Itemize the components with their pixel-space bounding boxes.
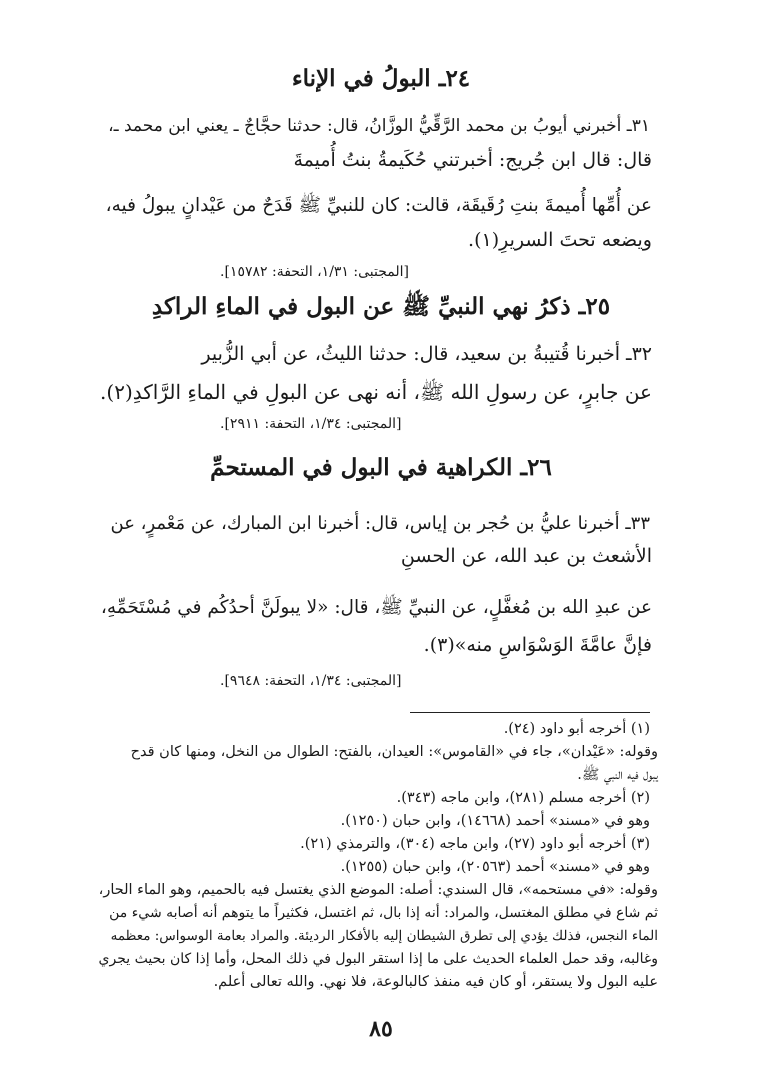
hadith-31-reference-row [100, 262, 660, 282]
hadith-31-line-2: قال: قال ابن جُريج: أخبرتني حُكَيمةُ بنتُ أُميمةَ [293, 149, 652, 171]
footnote-line: (٢) أخرجه مسلم (٢٨١)، وابن ماجه (٣٤٣). [396, 790, 650, 806]
hadith-32-line-2: عن جابرٍ، عن رسولِ الله ﷺ، أنه نهى عن البولِ في الماءِ الرَّاكدِ(٢). [100, 380, 652, 404]
hadith-33-line-4: فإنَّ عامَّةَ الوَسْوَاسِ منه»(٣). [423, 634, 652, 656]
hadith-32-reference: [المجتبى: ١/٣٤، التحفة: ٢٩١١]. [220, 416, 402, 432]
hadith-32-line-1: ٣٢ـ أخبرنا قُتيبةُ بن سعيد، قال: حدثنا الليثُ، عن أبي الزُّبير [201, 343, 652, 365]
footnote-line: يبول فيه النبي ﷺ. [577, 767, 658, 783]
footnote-line: ثم شاع في مطلق المغتسل، والمراد: أنه إذا بال، ثم اغتسل، فكثيراً ما يتوهم أنه أصابه شيء من [109, 905, 658, 921]
footnote-line: وهو في «مسند» أحمد (١٤٦٦٨)، وابن حبان (١٢٥٠). [340, 813, 650, 829]
hadith-31-line-4: ويضعه تحتَ السريرِ(١). [468, 229, 652, 251]
footnote-line: عليه البول ولا يستقر، أو كان فيه منفذ كالبالوعة، فلا نهي. والله تعالى أعلم. [213, 974, 658, 990]
footnote-line: الماء النجس، فذلك يؤدي إلى تطرق الشيطان إليه بالأفكار الرديئة. والمراد بعامة الوسواس: معظمه [110, 928, 658, 944]
footnote-line: وقوله: «في مستحمه»، قال السندي: أصله: الموضع الذي يغتسل فيه بالحميم، وهو الماء الحار، [98, 882, 658, 898]
hadith-31-line-3: عن أُمِّها أُميمةَ بنتِ رُقَيقَة، قالت: كان للنبيِّ ﷺ قَدَحٌ من عَيْدانٍ يبولُ فيه، [105, 195, 652, 216]
hadith-33-line-2: الأشعث بن عبد الله، عن الحسنِ [400, 545, 652, 567]
section-heading-24: ٢٤ـ البولُ في الإناء [291, 65, 471, 92]
footnote-line: (٣) أخرجه أبو داود (٢٧)، وابن ماجه (٣٠٤)، والترمذي (٢١). [300, 836, 650, 852]
footnote-line: وهو في «مسند» أحمد (٢٠٥٦٣)، وابن حبان (١٢٥٥). [340, 859, 650, 875]
section-heading-25: ٢٥ـ ذكرُ نهي النبيِّ ﷺ عن البول في الماءِ الراكدِ [151, 293, 611, 320]
hadith-33-line-3: عن عبدِ الله بن مُغفَّلٍ، عن النبيِّ ﷺ، قال: «لا يبولَنَّ أحدُكُم في مُسْتَحَمِّهِ، [100, 597, 652, 618]
hadith-33-line-1: ٣٣ـ أخبرنا عليُّ بن حُجر بن إياس، قال: أخبرنا ابن المبارك، عن مَعْمرٍ، عن [110, 513, 650, 534]
hadith-31-line-1: ٣١ـ أخبرني أيوبُ بن محمد الرَّقِّيُّ الوزَّانُ، قال: حدثنا حجَّاجٌ ـ يعني ابن محمد ـ، [108, 116, 650, 136]
hadith-33-reference: [المجتبى: ١/٣٤، التحفة: ٩٦٤٨]. [220, 673, 402, 689]
footnote-separator [410, 712, 650, 713]
footnote-line: (١) أخرجه أبو داود (٢٤). [503, 721, 650, 737]
hadith-32-reference-row [100, 414, 660, 434]
section-heading-26: ٢٦ـ الكراهية في البول في المستحمِّ [210, 454, 552, 481]
footnote-line: وقوله: «عَيْدان»، جاء في «القاموس»: العيدان، بالفتح: الطوال من النخل، ومنها كان قدح [130, 744, 658, 760]
hadith-33-reference-row [100, 671, 660, 691]
page-number: ٨٥ [369, 1016, 393, 1042]
hadith-31-reference: [المجتبى: ١/٣١، التحفة: ١٥٧٨٢]. [220, 264, 409, 280]
footnote-line: وغالبه، وقد حمل العلماء الحديث على ما إذا استقر البول في ذلك المحل، وأما إذا كان بحيث يجري [98, 951, 658, 967]
